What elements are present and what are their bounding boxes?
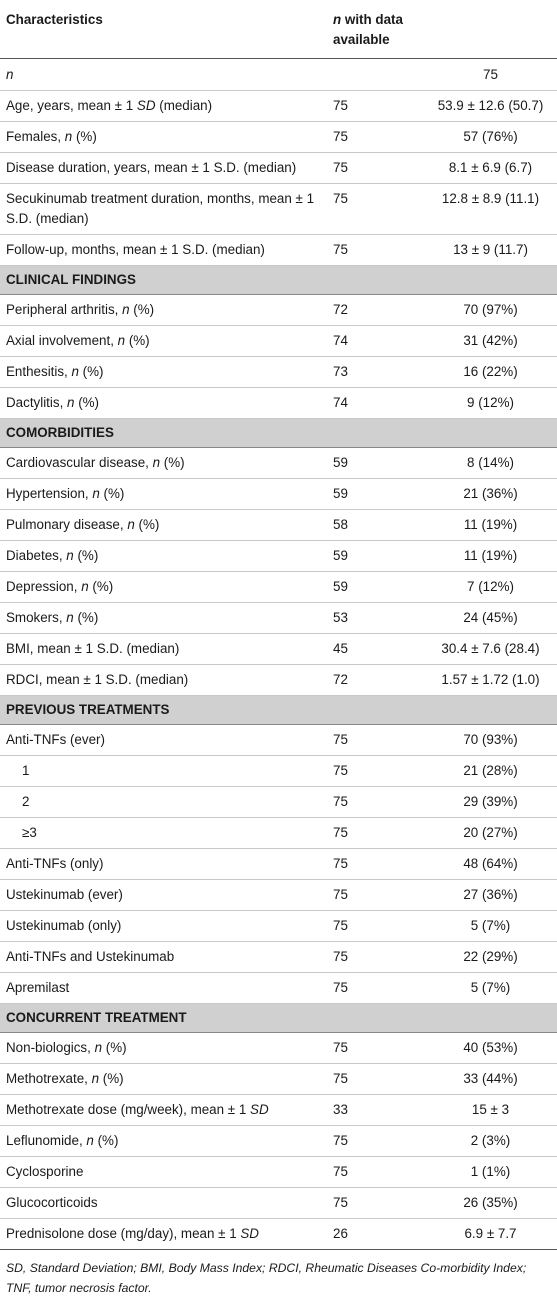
table-row <box>0 1033 557 1064</box>
table-row <box>0 541 557 572</box>
row-label-segment: Ustekinumab (ever) <box>6 887 123 902</box>
row-value: 24 (45%) <box>422 603 557 634</box>
table-row <box>0 510 557 541</box>
row-label <box>0 295 327 326</box>
row-label <box>0 849 327 880</box>
row-label <box>0 1219 327 1250</box>
row-value: 9 (12%) <box>422 388 557 419</box>
row-label <box>0 1033 327 1064</box>
row-label-segment: n <box>86 1133 94 1148</box>
row-label <box>0 787 327 818</box>
table-row <box>0 91 557 122</box>
row-label-segment: (%) <box>134 517 160 532</box>
row-value: 5 (7%) <box>422 911 557 942</box>
row-label-segment: (%) <box>78 364 104 379</box>
row-value: 26 (35%) <box>422 1188 557 1219</box>
row-value: 7 (12%) <box>422 572 557 603</box>
row-n-available: 75 <box>327 91 422 122</box>
row-label-segment: Cyclosporine <box>6 1164 84 1179</box>
row-label-segment: n <box>122 302 130 317</box>
row-label-segment: Follow-up, months, mean ± 1 S.D. (median) <box>6 242 265 257</box>
row-label-segment: Females, <box>6 129 65 144</box>
row-n-available: 72 <box>327 295 422 326</box>
section-title: CONCURRENT TREATMENT <box>0 1004 557 1033</box>
table-row <box>0 818 557 849</box>
row-n-available: 59 <box>327 541 422 572</box>
row-n-available: 75 <box>327 880 422 911</box>
row-label-segment: Hypertension, <box>6 486 93 501</box>
row-value: 16 (22%) <box>422 357 557 388</box>
row-label <box>0 59 327 91</box>
row-label-segment: n <box>66 610 74 625</box>
row-value: 8 (14%) <box>422 448 557 479</box>
row-label-segment: 2 <box>22 794 30 809</box>
table-row <box>0 184 557 235</box>
row-label <box>0 818 327 849</box>
section-header-row <box>0 266 557 295</box>
row-label-segment: Dactylitis, <box>6 395 68 410</box>
row-label-segment: (%) <box>102 1040 127 1055</box>
table-row <box>0 388 557 419</box>
row-value: 70 (97%) <box>422 295 557 326</box>
row-label-segment: (%) <box>99 1071 124 1086</box>
header-value <box>422 0 557 59</box>
row-label-segment: Cardiovascular disease, <box>6 455 153 470</box>
row-label-segment: Anti-TNFs (only) <box>6 856 104 871</box>
row-value: 5 (7%) <box>422 973 557 1004</box>
row-label-segment: n <box>81 579 89 594</box>
row-n-available: 75 <box>327 1188 422 1219</box>
row-label-segment: (%) <box>73 548 99 563</box>
row-label-segment: (%) <box>160 455 185 470</box>
row-label-segment: n <box>64 129 73 144</box>
row-label <box>0 235 327 266</box>
row-value: 29 (39%) <box>422 787 557 818</box>
row-label-segment: n <box>66 548 74 563</box>
row-label <box>0 541 327 572</box>
table-row <box>0 725 557 756</box>
row-n-available: 75 <box>327 973 422 1004</box>
row-n-available: 58 <box>327 510 422 541</box>
row-n-available: 75 <box>327 787 422 818</box>
row-value: 1 (1%) <box>422 1157 557 1188</box>
table-row <box>0 295 557 326</box>
row-n-available <box>327 59 422 91</box>
table-row <box>0 479 557 510</box>
row-label-segment: n <box>67 395 75 410</box>
header-characteristics: Characteristics <box>0 0 327 59</box>
row-label-segment: SD <box>240 1226 259 1241</box>
row-label <box>0 357 327 388</box>
row-n-available: 45 <box>327 634 422 665</box>
table-header-row <box>0 0 557 59</box>
row-label-segment: Methotrexate dose (mg/week), mean ± 1 <box>6 1102 251 1117</box>
row-label-segment: Anti-TNFs (ever) <box>6 732 105 747</box>
row-n-available: 72 <box>327 665 422 696</box>
row-value: 53.9 ± 12.6 (50.7) <box>422 91 557 122</box>
section-header-row <box>0 1004 557 1033</box>
row-n-available: 59 <box>327 572 422 603</box>
row-value: 6.9 ± 7.7 <box>422 1219 557 1250</box>
table-footnote: SD, Standard Deviation; BMI, Body Mass Index; RDCI, Rheumatic Diseases Co-morbidity Index; TNF, tumor necrosis factor. <box>6 1261 527 1295</box>
section-title: COMORBIDITIES <box>0 419 557 448</box>
row-label <box>0 911 327 942</box>
row-n-available: 59 <box>327 448 422 479</box>
row-value: 48 (64%) <box>422 849 557 880</box>
row-label-segment: n <box>6 67 14 82</box>
row-value: 8.1 ± 6.9 (6.7) <box>422 153 557 184</box>
row-n-available: 75 <box>327 942 422 973</box>
row-label <box>0 634 327 665</box>
section-header-row <box>0 419 557 448</box>
row-label-segment: BMI, mean ± 1 S.D. (median) <box>6 641 180 656</box>
table-row <box>0 1095 557 1126</box>
row-value: 15 ± 3 <box>422 1095 557 1126</box>
row-value: 40 (53%) <box>422 1033 557 1064</box>
header-n-italic: n <box>333 12 342 27</box>
row-label-segment: n <box>92 486 100 501</box>
row-value: 20 (27%) <box>422 818 557 849</box>
row-n-available: 75 <box>327 153 422 184</box>
row-n-available: 75 <box>327 1033 422 1064</box>
row-label-segment: Peripheral arthritis, <box>6 302 123 317</box>
row-n-available: 75 <box>327 184 422 235</box>
row-value: 13 ± 9 (11.7) <box>422 235 557 266</box>
section-title: PREVIOUS TREATMENTS <box>0 696 557 725</box>
row-label-segment: Axial involvement, <box>6 333 118 348</box>
row-value: 30.4 ± 7.6 (28.4) <box>422 634 557 665</box>
row-label-segment: Apremilast <box>6 980 70 995</box>
table-row <box>0 59 557 91</box>
row-label <box>0 510 327 541</box>
row-label <box>0 388 327 419</box>
section-header-row <box>0 696 557 725</box>
row-value: 12.8 ± 8.9 (11.1) <box>422 184 557 235</box>
table-row <box>0 787 557 818</box>
header-n-rest: with data available <box>333 12 403 47</box>
row-label <box>0 91 327 122</box>
row-n-available: 75 <box>327 911 422 942</box>
row-label-segment: Enthesitis, <box>6 364 72 379</box>
row-label-segment: Methotrexate, <box>6 1071 92 1086</box>
table-row <box>0 880 557 911</box>
row-label <box>0 880 327 911</box>
row-label-segment: 1 <box>22 763 30 778</box>
row-label <box>0 1157 327 1188</box>
table-row <box>0 634 557 665</box>
row-label-segment: Diabetes, <box>6 548 67 563</box>
row-value: 27 (36%) <box>422 880 557 911</box>
row-label-segment: Leflunomide, <box>6 1133 87 1148</box>
row-label <box>0 184 327 235</box>
table-row <box>0 326 557 357</box>
table-row <box>0 357 557 388</box>
table-row <box>0 973 557 1004</box>
row-n-available: 75 <box>327 1126 422 1157</box>
row-value: 31 (42%) <box>422 326 557 357</box>
table-row <box>0 942 557 973</box>
row-label <box>0 153 327 184</box>
table-row <box>0 1188 557 1219</box>
row-label-segment: Depression, <box>6 579 82 594</box>
row-value: 75 <box>422 59 557 91</box>
row-label-segment: n <box>94 1040 103 1055</box>
row-value: 1.57 ± 1.72 (1.0) <box>422 665 557 696</box>
row-value: 21 (36%) <box>422 479 557 510</box>
row-label-segment: n <box>71 364 79 379</box>
row-label <box>0 479 327 510</box>
row-label-segment: (%) <box>74 395 100 410</box>
row-label <box>0 572 327 603</box>
row-label-segment: Smokers, <box>6 610 67 625</box>
row-value: 11 (19%) <box>422 510 557 541</box>
row-label <box>0 1126 327 1157</box>
row-value: 22 (29%) <box>422 942 557 973</box>
row-label-segment: (%) <box>125 333 150 348</box>
row-label <box>0 665 327 696</box>
row-label <box>0 756 327 787</box>
row-n-available: 75 <box>327 122 422 153</box>
row-label-segment: (%) <box>99 486 125 501</box>
row-n-available: 73 <box>327 357 422 388</box>
row-label-segment: (median) <box>155 98 213 113</box>
row-label <box>0 942 327 973</box>
row-label-segment: n <box>91 1071 100 1086</box>
row-label-segment: n <box>152 455 161 470</box>
row-label-segment: Non-biologics, <box>6 1040 95 1055</box>
row-label-segment: n <box>117 333 126 348</box>
row-label-segment: Age, years, mean ± 1 <box>6 98 137 113</box>
header-n-available <box>327 0 422 59</box>
row-n-available: 75 <box>327 756 422 787</box>
row-label-segment: (%) <box>72 129 97 144</box>
row-n-available: 53 <box>327 603 422 634</box>
row-label-segment: Pulmonary disease, <box>6 517 128 532</box>
row-value: 2 (3%) <box>422 1126 557 1157</box>
row-label <box>0 725 327 756</box>
row-label <box>0 1095 327 1126</box>
table-row <box>0 1126 557 1157</box>
row-label-segment: Anti-TNFs and Ustekinumab <box>6 949 175 964</box>
row-label <box>0 122 327 153</box>
row-n-available: 75 <box>327 1157 422 1188</box>
section-title: CLINICAL FINDINGS <box>0 266 557 295</box>
row-label-segment: ≥3 <box>22 825 37 840</box>
row-n-available: 26 <box>327 1219 422 1250</box>
table-row <box>0 911 557 942</box>
row-label-segment: (%) <box>93 1133 119 1148</box>
table-row <box>0 756 557 787</box>
row-label-segment: RDCI, mean ± 1 S.D. (median) <box>6 672 189 687</box>
row-n-available: 75 <box>327 235 422 266</box>
row-label <box>0 1064 327 1095</box>
row-label-segment: (%) <box>129 302 155 317</box>
row-label-segment: Glucocorticoids <box>6 1195 98 1210</box>
row-label <box>0 326 327 357</box>
table-row <box>0 603 557 634</box>
row-label-segment: n <box>127 517 135 532</box>
row-label-segment: SD <box>136 98 156 113</box>
row-label-segment: Prednisolone dose (mg/day), mean ± 1 <box>6 1226 241 1241</box>
table-row <box>0 1219 557 1250</box>
row-n-available: 75 <box>327 1064 422 1095</box>
row-label <box>0 1188 327 1219</box>
table-row <box>0 1064 557 1095</box>
row-n-available: 33 <box>327 1095 422 1126</box>
row-n-available: 59 <box>327 479 422 510</box>
table-row <box>0 1157 557 1188</box>
table-body <box>0 59 557 1250</box>
table-row <box>0 448 557 479</box>
table-row <box>0 122 557 153</box>
row-n-available: 75 <box>327 725 422 756</box>
row-label-segment: Secukinumab treatment duration, months, mean ± 1 S.D. (median) <box>6 191 315 226</box>
row-value: 57 (76%) <box>422 122 557 153</box>
row-n-available: 75 <box>327 818 422 849</box>
row-label <box>0 973 327 1004</box>
row-label-segment: (%) <box>88 579 114 594</box>
row-value: 11 (19%) <box>422 541 557 572</box>
row-n-available: 74 <box>327 326 422 357</box>
row-value: 21 (28%) <box>422 756 557 787</box>
table-row <box>0 849 557 880</box>
row-label-segment: SD <box>250 1102 269 1117</box>
row-label-segment: Ustekinumab (only) <box>6 918 122 933</box>
table-row <box>0 235 557 266</box>
table-row <box>0 572 557 603</box>
table-row <box>0 665 557 696</box>
table-row <box>0 153 557 184</box>
row-label <box>0 603 327 634</box>
row-label-segment: Disease duration, years, mean ± 1 S.D. (median) <box>6 160 297 175</box>
row-value: 70 (93%) <box>422 725 557 756</box>
row-n-available: 75 <box>327 849 422 880</box>
row-n-available: 74 <box>327 388 422 419</box>
row-value: 33 (44%) <box>422 1064 557 1095</box>
row-label-segment: (%) <box>73 610 99 625</box>
row-label <box>0 448 327 479</box>
